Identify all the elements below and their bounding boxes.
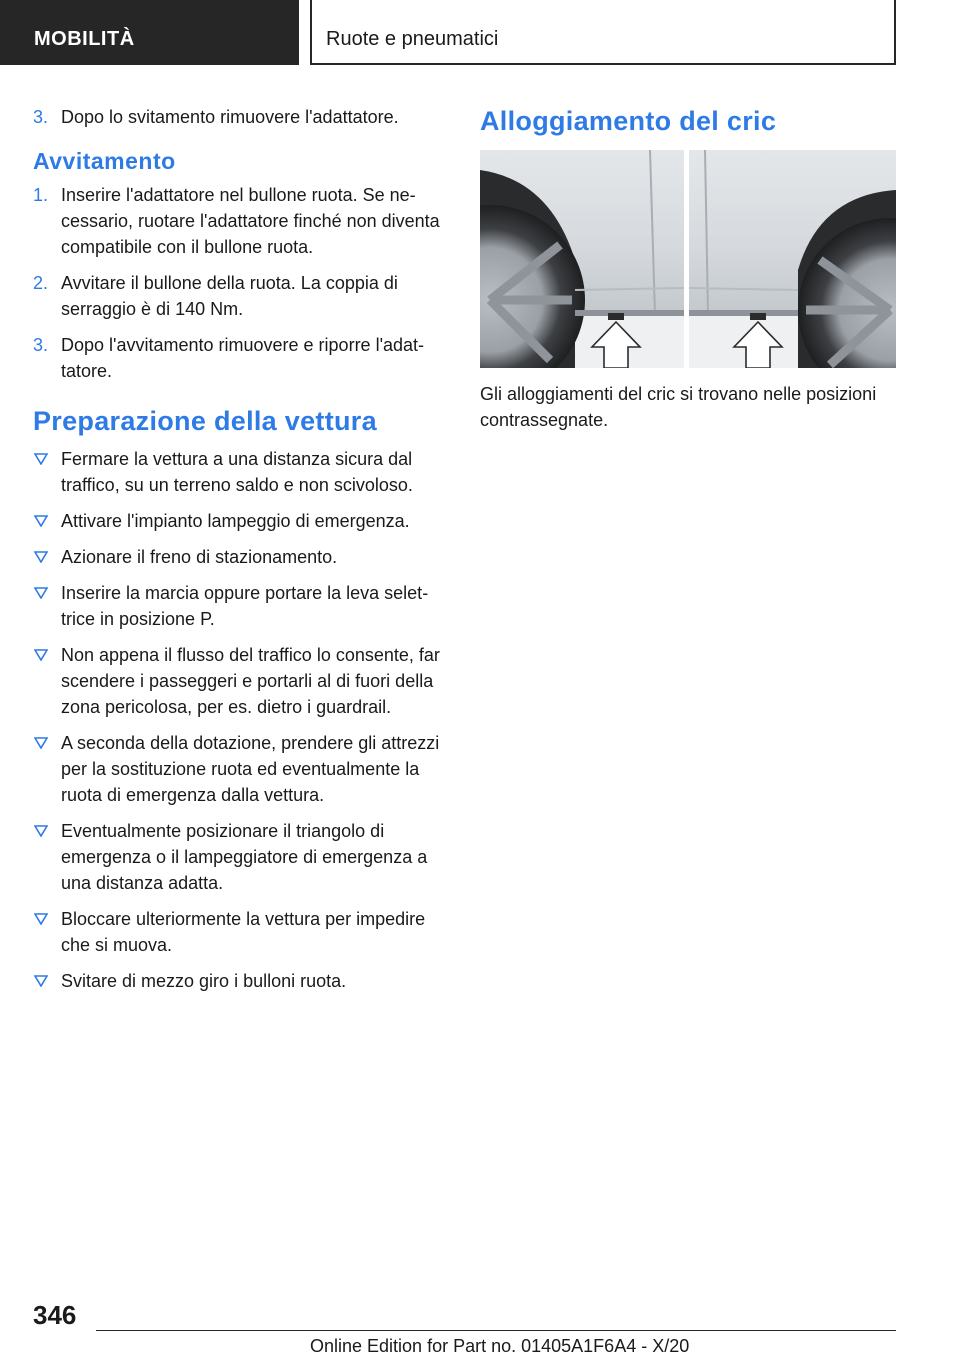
bullet-text: Bloccare ulteriormente la vettura per impedire che si muova. [61, 909, 426, 955]
step-text: Dopo l'avvitamento rimuovere e riporre l'adattatore. [61, 335, 425, 381]
bullet-text: A seconda della dotazione, prendere gli attrezzi per la sostituzione ruota ed eventualmente la ruota di emergenza dalla vettura. [61, 733, 440, 805]
preparazione-bullet [33, 818, 449, 896]
triangle-bullet-icon [34, 825, 48, 837]
triangle-bullet-icon [34, 737, 48, 749]
preparazione-bullet [33, 544, 449, 570]
bullet-text: Inserire la marcia oppure portare la leva selettrice in posizione P. [61, 583, 429, 629]
car-underbody-image [480, 150, 896, 368]
step-number: 2. [33, 273, 49, 293]
triangle-bullet-icon [34, 913, 48, 925]
step-number: 1. [33, 185, 49, 205]
step-number: 3. [33, 107, 49, 127]
preparazione-bullet [33, 730, 449, 808]
step-text: Inserire l'adattatore nel bullone ruota. Se necessario, ruotare l'adattatore finché non diventa compatibile con il bullone ruota. [61, 185, 440, 257]
preparazione-bullet [33, 642, 449, 720]
header-chapter-label: Ruote e pneumatici [326, 28, 499, 50]
bullet-text: Attivare l'impianto lampeggio di emergenza. [61, 511, 410, 531]
image-caption: Gli alloggiamenti del cric si trovano nelle posizioni contrassegnate. [480, 384, 877, 430]
jack-points-illustration [480, 150, 896, 368]
preparazione-bullet [33, 446, 449, 498]
page-number: 346 [33, 1300, 77, 1330]
alloggiamento-heading: Alloggiamento del cric [480, 106, 777, 136]
preparazione-heading: Preparazione della vettura [33, 406, 377, 436]
step-text: Dopo lo svitamento rimuovere l'adattatore. [61, 107, 399, 127]
preparazione-bullet [33, 508, 449, 534]
triangle-bullet-icon [34, 515, 48, 527]
bullet-text: Fermare la vettura a una distanza sicura dal traffico, su un terreno saldo e non scivoloso. [61, 449, 413, 495]
bullet-text: Svitare di mezzo giro i bulloni ruota. [61, 971, 347, 991]
avvitamento-step [33, 270, 449, 322]
triangle-bullet-icon [34, 587, 48, 599]
bullet-text: Azionare il freno di stazionamento. [61, 547, 338, 567]
triangle-bullet-icon [34, 551, 48, 563]
step-text: Avvitare il bullone della ruota. La coppia di serraggio è di 140 Nm. [61, 273, 398, 319]
header-chapter-tab [310, 0, 896, 65]
preparazione-bullet [33, 968, 449, 994]
preparazione-bullet [33, 906, 449, 958]
triangle-bullet-icon [34, 649, 48, 661]
intro-step [33, 104, 449, 130]
header-section-tab [0, 0, 299, 65]
step-number: 3. [33, 335, 49, 355]
avvitamento-step [33, 332, 449, 384]
avvitamento-heading: Avvitamento [33, 148, 176, 174]
right-column [480, 104, 896, 433]
left-column [33, 104, 449, 1004]
avvitamento-step [33, 182, 449, 260]
header-section-label: MOBILITÀ [34, 28, 135, 50]
triangle-bullet-icon [34, 453, 48, 465]
triangle-bullet-icon [34, 975, 48, 987]
bullet-text: Eventualmente posizionare il triangolo di emergenza o il lampeggiatore di emergenza a una distanza adatta. [61, 821, 428, 893]
footer-edition: Online Edition for Part no. 01405A1F6A4 - X/20 [310, 1336, 690, 1356]
footer-divider [96, 1330, 896, 1331]
bullet-text: Non appena il flusso del traffico lo consente, far scendere i passeggeri e portarli al di fuori della zona pericolosa, per es. dietro i guardrail. [61, 645, 440, 717]
preparazione-bullet [33, 580, 449, 632]
